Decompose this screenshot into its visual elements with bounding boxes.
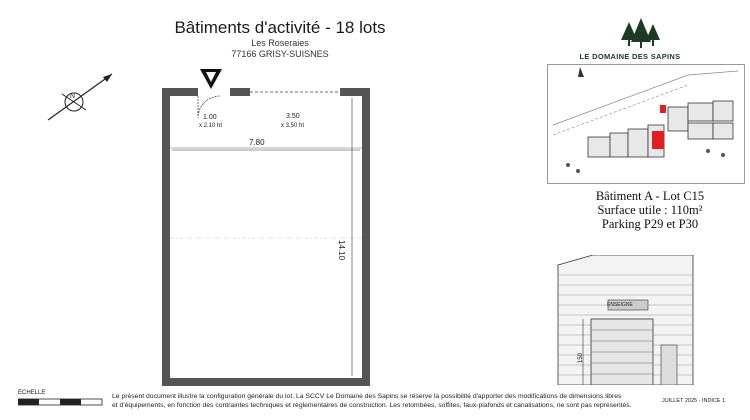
- site-plan-box: [547, 64, 745, 184]
- scale-bar: [18, 397, 106, 409]
- pine-trees-icon: [615, 18, 665, 50]
- project-address: 77166 GRISY-SUISNES: [231, 49, 329, 59]
- lot-highlight: [652, 131, 664, 149]
- door-height: x 2.10 ht: [199, 123, 223, 129]
- door-width: 1.00: [203, 114, 217, 121]
- plan-width: 7.80: [249, 138, 265, 147]
- disclaimer-line-2: et d'équipements, en fonction des contraintes techniques et réglementaires de construction. Les retombées, soffites, faux-plafonds et canalisations, ne sont pas représentés.: [112, 402, 632, 409]
- floor-plan: [160, 88, 375, 390]
- project-name: Les Roseraies: [251, 38, 309, 48]
- facade-sign: ENSEIGNE: [607, 302, 633, 308]
- north-arrow-icon: [40, 68, 120, 128]
- gate-height: x 3.50 ht: [281, 123, 305, 129]
- scale-label: ECHELLE: [18, 390, 46, 396]
- disclaimer-line-1: Le présent document illustre la configuration générale du lot. La SCCV Le Domaine des Sapins se réserve la possibilité d'apporter des modifications de dimensions libres: [112, 393, 622, 400]
- document-title: Bâtiments d'activité - 18 lots: [174, 18, 386, 37]
- gate-width: 3.50: [286, 113, 300, 120]
- lot-building: Bâtiment A - Lot C15: [595, 189, 705, 203]
- plan-length: 14.10: [337, 240, 346, 261]
- lot-surface: Surface utile : 110m²: [597, 203, 703, 217]
- facade-height: 150: [578, 352, 585, 364]
- lot-parking: Parking P29 et P30: [601, 217, 699, 231]
- site-plan: [548, 65, 744, 183]
- logo-text: LE DOMAINE DES SAPINS: [579, 52, 681, 61]
- facade-drawing: [553, 255, 698, 385]
- document-date: JUILLET 2025 - INDICE 1: [662, 398, 726, 404]
- north-label: N: [70, 93, 76, 100]
